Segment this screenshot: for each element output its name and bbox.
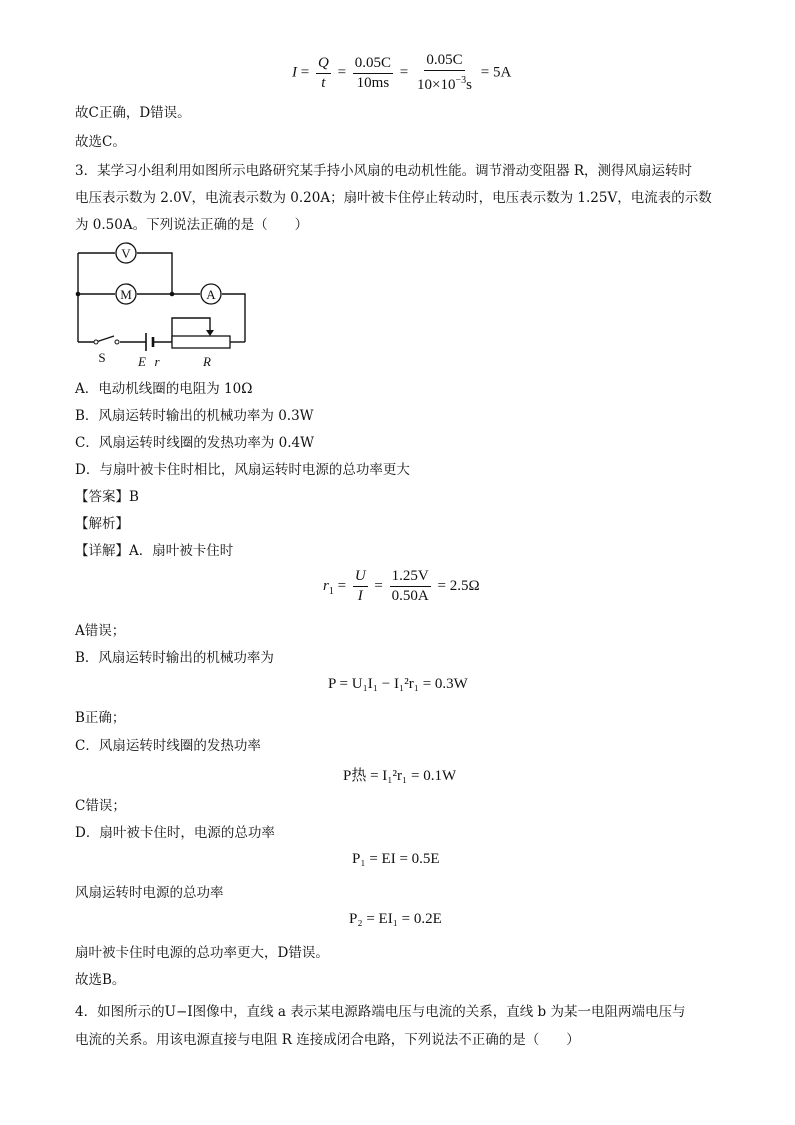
question-3-stem: 电压表示数为 2.0V，电流表示数为 0.20A；扇叶被卡住停止转动时，电压表示数为 1.25V，电流表的示数 (75, 190, 712, 206)
option-b: B．风扇运转时输出的机械功率为 0.3W (75, 408, 314, 424)
text-line: 风扇运转时电源的总功率 (75, 885, 224, 901)
eq-lhs: I (292, 64, 297, 81)
internal-resistance-label: r (154, 354, 160, 368)
equation-r1: $r_1$ = $\frac{U}{I}$ = $\frac{1.25V}{0.50A}$ = 2.5Ω (323, 568, 480, 604)
detail-c: C．风扇运转时线圈的发热功率 (75, 738, 261, 754)
equation-p1: P₁ = EI = 0.5E (352, 851, 440, 867)
ammeter-label: A (206, 287, 216, 302)
text-line: 扇叶被卡住时电源的总功率更大，D错误。 (75, 945, 329, 961)
answer-label: 【答案】B (75, 489, 139, 505)
motor-label: M (120, 287, 132, 302)
eq-result: 5A (492, 64, 512, 81)
option-c: C．风扇运转时线圈的发热功率为 0.4W (75, 435, 314, 451)
detail-a: 【详解】A．扇叶被卡住时 (75, 543, 234, 559)
option-d: D．与扇叶被卡住时相比，风扇运转时电源的总功率更大 (75, 462, 410, 478)
text-line: 故选C。 (75, 134, 126, 150)
fraction-values: $\frac{0.05C}{10ms}$ (354, 54, 392, 91)
detail-d: D．扇叶被卡住时，电源的总功率 (75, 825, 275, 841)
question-4-stem: 电流的关系。用该电源直接与电阻 R 连接成闭合电路，下列说法不正确的是（ ） (75, 1032, 580, 1048)
question-3-stem: 为 0.50A。下列说法正确的是（ ） (75, 217, 309, 233)
circuit-diagram (72, 240, 252, 368)
voltmeter-label: V (121, 246, 131, 261)
fraction-si: $\frac{0.05C}{10\times 10^{-3}s}$ (417, 52, 472, 93)
equation-current: I = $\frac{Q}{t}$ = $\frac{0.05C}{10ms}$ = $\frac{0.05C}{10\times 10^{-3}s}$ = 5A (292, 52, 512, 93)
analysis-label: 【解析】 (75, 516, 129, 532)
text-line: 故C正确，D错误。 (75, 105, 191, 121)
text-line: C错误； (75, 798, 126, 814)
detail-b: B．风扇运转时输出的机械功率为 (75, 650, 274, 666)
emf-label: E (138, 354, 146, 368)
switch-label: S (98, 350, 106, 365)
equation-p2: P₂ = EI₁ = 0.2E (349, 911, 442, 927)
text-line: B正确； (75, 710, 126, 726)
text-line: 故选B。 (75, 972, 126, 988)
fraction-q-over-t: $\frac{Q}{t}$ (317, 54, 329, 91)
option-a: A．电动机线圈的电阻为 10Ω (75, 381, 253, 397)
equation-mech-power: P = U₁I₁ − I₁²r₁ = 0.3W (328, 676, 468, 692)
question-3-stem: 3．某学习小组利用如图所示电路研究某手持小风扇的电动机性能。调节滑动变阻器 R，测得风扇运转时 (75, 163, 693, 179)
text-line: A错误； (75, 623, 126, 639)
rheostat-label: R (203, 354, 211, 368)
equation-heat-power: P热 = I₁²r₁ = 0.1W (343, 768, 457, 784)
question-4-stem: 4．如图所示的U−I图像中，直线 a 表示某电源路端电压与电流的关系，直线 b 为某一电阻两端电压与 (75, 1004, 686, 1020)
